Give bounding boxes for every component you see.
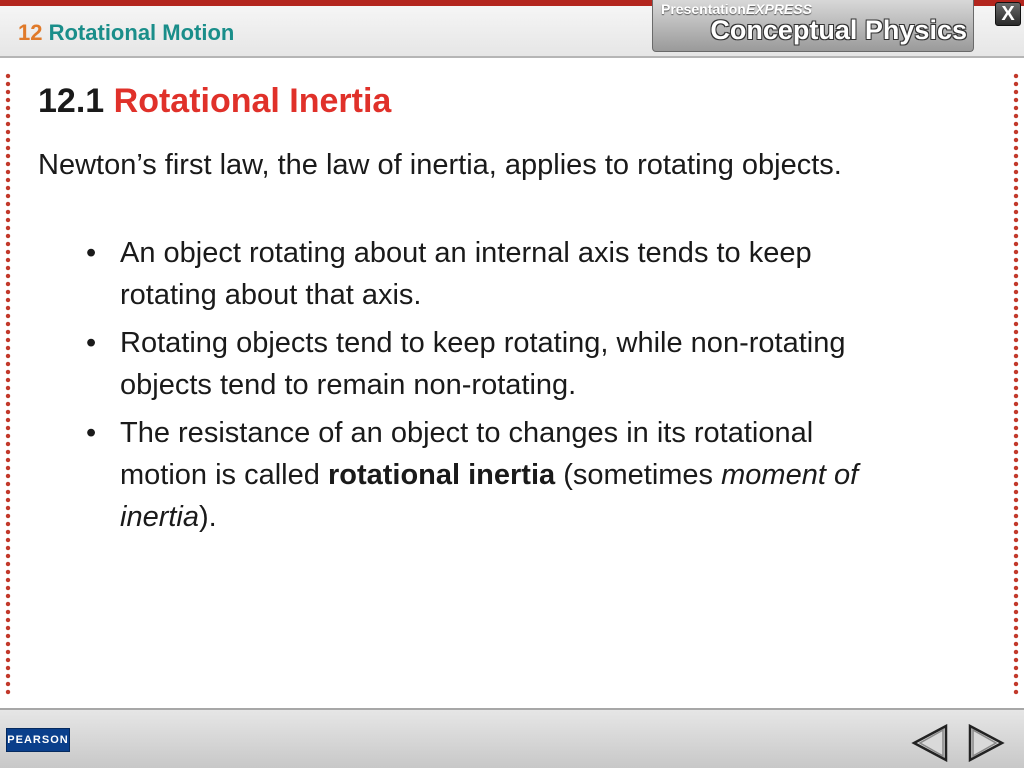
intro-paragraph: Newton’s first law, the law of inertia, applies to rotating objects. [38,149,842,181]
footer-bar [0,708,1024,768]
header-bar [0,0,1024,58]
brand-logo [652,0,974,52]
next-slide-button[interactable] [966,724,1006,762]
bullet-symbol: • [86,237,97,269]
chapter-number: 12 [18,20,43,45]
bullet-item [78,322,878,406]
bullet-text: Rotating objects tend to keep rotating, while non-rotating objects tend to remain non-rotating. [120,327,846,401]
previous-slide-button[interactable] [910,724,950,762]
pearson-logo: PEARSON [6,728,70,752]
brand-express: EXPRESS [745,1,812,17]
bullet-list [78,232,878,544]
section-number: 12.1 [38,82,105,120]
left-dotted-border [5,72,11,696]
slide-title [38,82,391,121]
bullet-symbol: • [86,417,97,449]
close-button[interactable]: X [995,2,1021,26]
right-dotted-border [1013,72,1019,696]
section-title: Rotational Inertia [113,82,392,120]
bullet-item [78,412,878,538]
bullet-text-part: (sometimes [555,459,722,491]
bullet-symbol: • [86,327,97,359]
italic-term: moment of inertia [120,459,859,533]
chapter-title: Rotational Motion [48,20,235,45]
bold-term: rotational inertia [327,459,556,491]
brand-name: Conceptual Physics [710,15,967,45]
bullet-text [120,417,858,533]
chapter-heading [18,20,234,46]
brand-prefix: Presentation [661,1,746,17]
bullet-item [78,232,878,316]
bullet-text: An object rotating about an internal axis tends to keep rotating about that axis. [120,237,812,311]
bullet-text-part: The resistance of an object to changes in its rotational motion is called [120,417,814,491]
bullet-text-part: ). [199,501,217,533]
